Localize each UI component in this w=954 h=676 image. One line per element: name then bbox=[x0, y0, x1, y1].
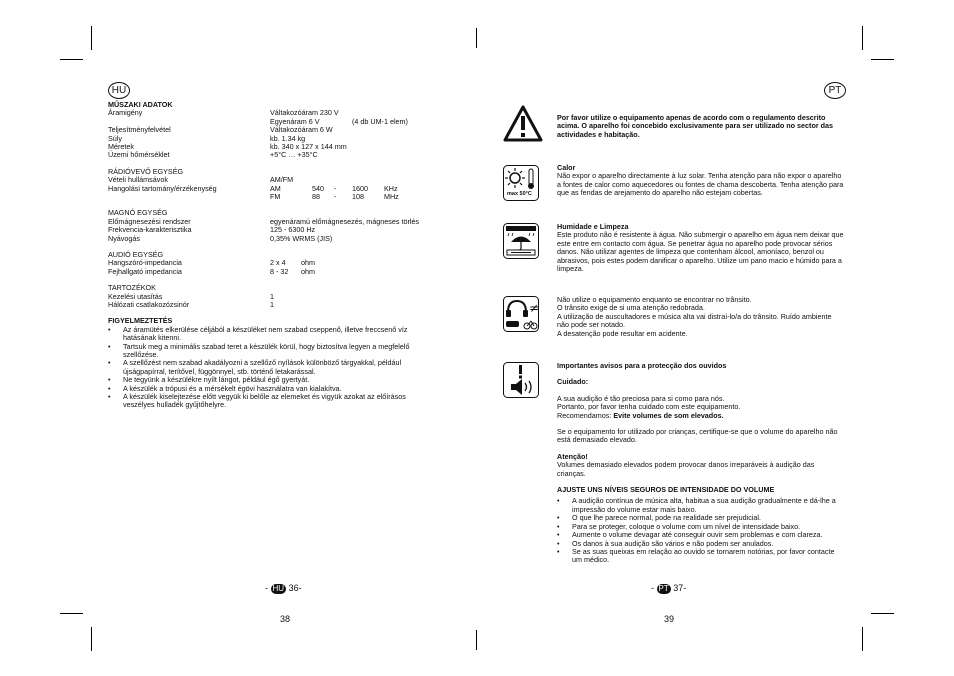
list-item: • A szellőzést nem szabad akadályozni a szellőző nyílások különböző tárgyakkal, például újságpapírral, terítővel, függönnyel, stb. történő letakarással. bbox=[108, 359, 433, 376]
heat-text: Não expor o aparelho directamente à luz solar. Tenha atenção para não expor o aparelho a fontes de calor como aquecedores ou fontes de chama descoberta. Tenha atenção para que as fendas de arejamento do aparelho não estejam cobertas. bbox=[557, 171, 844, 198]
traffic-section bbox=[557, 296, 845, 338]
spec-row bbox=[108, 193, 433, 201]
umbrella-rain-icon bbox=[503, 223, 539, 264]
list-item: • O que lhe parece normal, pode na realidade ser prejudicial. bbox=[557, 514, 845, 522]
spec-v1: Váltakozóáram 230 V bbox=[270, 108, 339, 118]
list-item: • A készülék kiselejtezése előtt vegyük ki belőle az elemeket és vigyük azokat az előírásos veszélyes hulladék gyűjtőhelyre. bbox=[108, 393, 433, 410]
spec-label: Áramigény bbox=[108, 108, 143, 118]
spec-label: Hangolási tartomány/érzékenység bbox=[108, 183, 217, 193]
list-item: • A készülék a trópusi és a mérsékelt égövi használatra van kialakítva. bbox=[108, 385, 433, 393]
list-item: • Para se proteger, coloque o volume com um nível de intensidade baixo. bbox=[557, 523, 845, 531]
hearing-section bbox=[557, 362, 845, 565]
attention-label: Atenção! bbox=[557, 451, 588, 461]
list-item: • Os danos à sua audição são vários e não podem ser anulados. bbox=[557, 540, 845, 548]
recommendation-line: Recomendamos: Evite volumes de som elevados. bbox=[557, 410, 724, 420]
warning-triangle-icon bbox=[503, 105, 543, 148]
spec-label: Nyávogás bbox=[108, 233, 140, 243]
sun-heat-icon bbox=[503, 165, 539, 206]
humidity-text: Este produto não é resistente à água. Não submergir o aparelho em água nem deixar que este entre em contacto com água. Se penetrar água no aparelho pode provocar sérios danos. Não utilizar agentes de limpeza que contenham álcool, amoníaco, benzol ou abrasivos, pois estes podem danificar o aparelho. Utilize um pano macio e húmido para a limpeza. bbox=[557, 230, 844, 274]
caution-label: Cuidado: bbox=[557, 377, 589, 387]
spec-row bbox=[108, 235, 433, 243]
humidity-title: Humidade e Limpeza bbox=[557, 222, 629, 231]
spec-v: 0,35% WRMS (JIS) bbox=[270, 233, 333, 243]
spec-label: Vételi hullámsávok bbox=[108, 175, 168, 185]
hu-spec-column bbox=[108, 101, 433, 410]
magno-heading: MAGNÓ EGYSÉG bbox=[108, 208, 168, 218]
spec-label: Hangszóró-impedancia bbox=[108, 258, 182, 268]
text-line: Não utilize o equipamento enquanto se encontrar no trânsito. bbox=[557, 295, 752, 304]
spec-v: 2 x 4 bbox=[270, 258, 286, 268]
max-temperature-label: max 50°C bbox=[507, 191, 532, 197]
attention-text: Volumes demasiado elevados podem provocar danos irreparáveis à audição das crianças. bbox=[557, 460, 815, 478]
spec-row bbox=[108, 268, 433, 276]
hearing-title: Importantes avisos para a protecção dos ouvidos bbox=[557, 361, 727, 370]
spec-v: egyenáramú előmágnesezés, mágneses törlés bbox=[270, 216, 420, 226]
spec-v1: kb. 1.34 kg bbox=[270, 133, 306, 143]
page-number-left: 38 bbox=[280, 614, 291, 624]
list-item: • Aumente o volume devagar até conseguir ouvir sem problemas e com clareza. bbox=[557, 531, 845, 539]
spec-b: 540 bbox=[312, 183, 324, 193]
humidity-section bbox=[557, 223, 845, 273]
text-line: A desatenção pode resultar em acidente. bbox=[557, 328, 688, 338]
spec-v: 125 - 6300 Hz bbox=[270, 225, 316, 235]
list-item: • Tartsuk meg a minimális szabad teret a készülék körül, hogy biztosítva legyen a megfelelő szellőzése. bbox=[108, 343, 433, 360]
spec-a: AM/FM bbox=[270, 175, 294, 185]
spec-b: 88 bbox=[312, 191, 320, 201]
text-line: O trânsito exige de si uma atenção redobrada. bbox=[557, 303, 705, 313]
pt-footer-label: - PT 37- bbox=[651, 583, 687, 593]
headphones-traffic-icon bbox=[503, 296, 539, 337]
warning-heading: FIGYELMEZTETÉS bbox=[108, 316, 173, 326]
spec-label: Fejhallgató impedancia bbox=[108, 266, 182, 276]
spec-c: - bbox=[334, 191, 337, 201]
svg-text:≠: ≠ bbox=[529, 301, 539, 315]
heat-section bbox=[557, 164, 845, 198]
safe-volume-list bbox=[557, 497, 845, 564]
spec-a: AM bbox=[270, 183, 281, 193]
warning-list bbox=[108, 326, 433, 410]
spec-d: 108 bbox=[352, 191, 364, 201]
spec-e: MHz bbox=[384, 191, 399, 201]
language-badge-hu: HU bbox=[108, 82, 130, 99]
hu-footer-label: - HU 36- bbox=[265, 583, 302, 593]
language-badge-pt: PT bbox=[824, 82, 846, 99]
pt-footer-badge: PT bbox=[658, 584, 669, 593]
spec-label: Súly bbox=[108, 133, 122, 143]
list-item: • Az áramütés elkerülése céljából a készüléket nem szabad cseppenő, illetve freccsenő víz hatásának kitenni. bbox=[108, 326, 433, 343]
spec-v1: +5°C … +35°C bbox=[270, 150, 318, 160]
spec-v: 8 - 32 bbox=[270, 266, 289, 276]
spec-c: - bbox=[334, 183, 337, 193]
text-line: A sua audição é tão preciosa para si como para nós. bbox=[557, 393, 725, 403]
spec-v2: (4 db UM-1 elem) bbox=[352, 116, 408, 126]
page-number-right: 39 bbox=[664, 614, 675, 624]
safe-volume-title: AJUSTE UNS NÍVEIS SEGUROS DE INTENSIDADE DO VOLUME bbox=[557, 485, 775, 495]
spec-label: Üzemi hőmérséklet bbox=[108, 150, 170, 160]
radio-heading: RÁDIÓVEVŐ EGYSÉG bbox=[108, 166, 184, 176]
spec-row bbox=[108, 151, 433, 159]
list-item: • Se as suas queixas em relação ao ouvido se tornarem notórias, por favor contacte um médico. bbox=[557, 548, 845, 565]
spec-label: Frekvencia-karakterisztika bbox=[108, 225, 192, 235]
list-item: • A audição contínua de música alta, habitua a sua audição gradualmente e dá-lhe a impressão do volume estar mais baixo. bbox=[557, 497, 845, 514]
spec-v1: kb. 340 x 127 x 144 mm bbox=[270, 141, 347, 151]
spec-label: Méretek bbox=[108, 141, 134, 151]
text-line: A utilização de auscultadores e música alta vai distraí-lo/a do trânsito. Ruído ambiente não pode ser notado. bbox=[557, 311, 832, 330]
heat-title: Calor bbox=[557, 163, 576, 172]
spec-label: Teljesítményfelvétel bbox=[108, 125, 171, 135]
accessories-heading: TARTOZÉKOK bbox=[108, 283, 156, 293]
spec-d: 1600 bbox=[352, 183, 368, 193]
spec-label: Hálózati csatlakozózsinór bbox=[108, 299, 190, 309]
intro-text: Por favor utilize o equipamento apenas de acordo com o regulamento descrito acima. O aparelho foi concebido exclusivamente para ser utilizado no sector das actividades e habitação. bbox=[557, 113, 834, 139]
list-item: • Ne tegyünk a készülékre nyílt lángot, például égő gyertyát. bbox=[108, 376, 433, 384]
spec-row bbox=[108, 301, 433, 309]
audio-heading: AUDIÓ EGYSÉG bbox=[108, 249, 164, 259]
spec-v1: Egyenáram 6 V bbox=[270, 116, 320, 126]
hearing-warning-icon bbox=[503, 362, 539, 403]
spec-e: KHz bbox=[384, 183, 398, 193]
spec-u: ohm bbox=[301, 258, 315, 268]
hu-footer-badge: HU bbox=[272, 584, 285, 593]
spec-v: 1 bbox=[270, 291, 274, 301]
children-volume-text: Se o equipamento for utilizado por crianças, certifique-se que o volume do aparelho não está demasiado elevado. bbox=[557, 427, 838, 445]
spec-a: FM bbox=[270, 191, 281, 201]
spec-u: ohm bbox=[301, 266, 315, 276]
spec-v1: Váltakozóáram 6 W bbox=[270, 125, 333, 135]
spec-v: 1 bbox=[270, 299, 274, 309]
spec-heading: MŰSZAKI ADATOK bbox=[108, 100, 173, 109]
spec-label: Előmágnesezési rendszer bbox=[108, 216, 191, 226]
spec-label: Kezelési utasítás bbox=[108, 291, 163, 301]
text-line: Portanto, por favor tenha cuidado com este equipamento. bbox=[557, 402, 741, 412]
